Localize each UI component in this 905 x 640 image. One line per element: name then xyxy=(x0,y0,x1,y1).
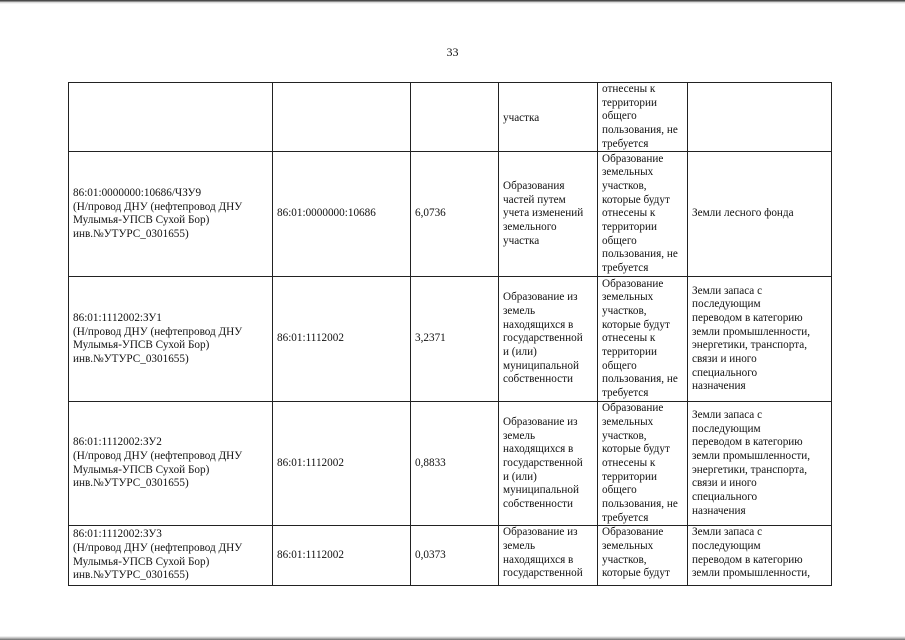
table-row xyxy=(69,152,832,277)
plot-name-cell: 86:01:1112002:ЗУ1 (Н/провод ДНУ (нефтепровод ДНУ Мулымья-УПСВ Сухой Бор) инв.№УТУРС_0301655) xyxy=(69,277,273,402)
public-use-note-cell: отнесены к территории общего пользования, не требуется xyxy=(598,83,688,152)
cadastral-number-cell: 86:01:1112002 xyxy=(273,277,411,402)
scan-edge-top xyxy=(0,0,905,8)
formation-method-cell: Образование из земель находящихся в государственной и (или) муниципальной собственности xyxy=(499,277,598,402)
area-cell: 3,2371 xyxy=(411,277,499,402)
land-category-cell: Земли запаса с последующим переводом в категорию земли промышленности, энергетики, транспорта, связи и иного специального назначения xyxy=(688,402,832,526)
public-use-note-cell: Образование земельных участков, которые будут отнесены к территории общего пользования, не требуется xyxy=(598,277,688,402)
cadastral-number-cell: 86:01:1112002 xyxy=(273,402,411,526)
public-use-note-cell: Образование земельных участков, которые будут xyxy=(598,526,688,586)
formation-method-cell: Образования частей путем учета изменений земельного участка xyxy=(499,152,598,277)
plot-name-cell: 86:01:1112002:ЗУ3 (Н/провод ДНУ (нефтепровод ДНУ Мулымья-УПСВ Сухой Бор) инв.№УТУРС_0301655) xyxy=(69,526,273,586)
table-row xyxy=(69,277,832,402)
public-use-note-cell: Образование земельных участков, которые будут отнесены к территории общего пользования, не требуется xyxy=(598,152,688,277)
formation-method-cell: участка xyxy=(499,83,598,152)
cadastral-number-cell xyxy=(273,83,411,152)
plot-name-cell xyxy=(69,83,273,152)
plot-name-cell: 86:01:0000000:10686/ЧЗУ9 (Н/провод ДНУ (нефтепровод ДНУ Мулымья-УПСВ Сухой Бор) инв.№УТУРС_0301655) xyxy=(69,152,273,277)
scan-edge-bottom xyxy=(0,636,905,640)
page-number: 33 xyxy=(446,45,459,59)
area-cell xyxy=(411,83,499,152)
area-cell: 6,0736 xyxy=(411,152,499,277)
land-category-cell: Земли запаса с последующим переводом в категорию земли промышленности, энергетики, транспорта, связи и иного специального назначения xyxy=(688,277,832,402)
table-row xyxy=(69,83,832,152)
formation-method-cell: Образование из земель находящихся в государственной и (или) муниципальной собственности xyxy=(499,402,598,526)
formation-method-cell: Образование из земель находящихся в государственной xyxy=(499,526,598,586)
land-category-cell: Земли лесного фонда xyxy=(688,152,832,277)
cadastral-number-cell: 86:01:1112002 xyxy=(273,526,411,586)
area-cell: 0,8833 xyxy=(411,402,499,526)
plot-name-cell: 86:01:1112002:ЗУ2 (Н/провод ДНУ (нефтепровод ДНУ Мулымья-УПСВ Сухой Бор) инв.№УТУРС_0301655) xyxy=(69,402,273,526)
table-row xyxy=(69,526,832,586)
land-category-cell: Земли запаса с последующим переводом в категорию земли промышленности, xyxy=(688,526,832,586)
land-category-cell xyxy=(688,83,832,152)
cadastral-number-cell: 86:01:0000000:10686 xyxy=(273,152,411,277)
area-cell: 0,0373 xyxy=(411,526,499,586)
land-plots-table xyxy=(68,82,832,586)
public-use-note-cell: Образование земельных участков, которые будут отнесены к территории общего пользования, не требуется xyxy=(598,402,688,526)
table-row xyxy=(69,402,832,526)
